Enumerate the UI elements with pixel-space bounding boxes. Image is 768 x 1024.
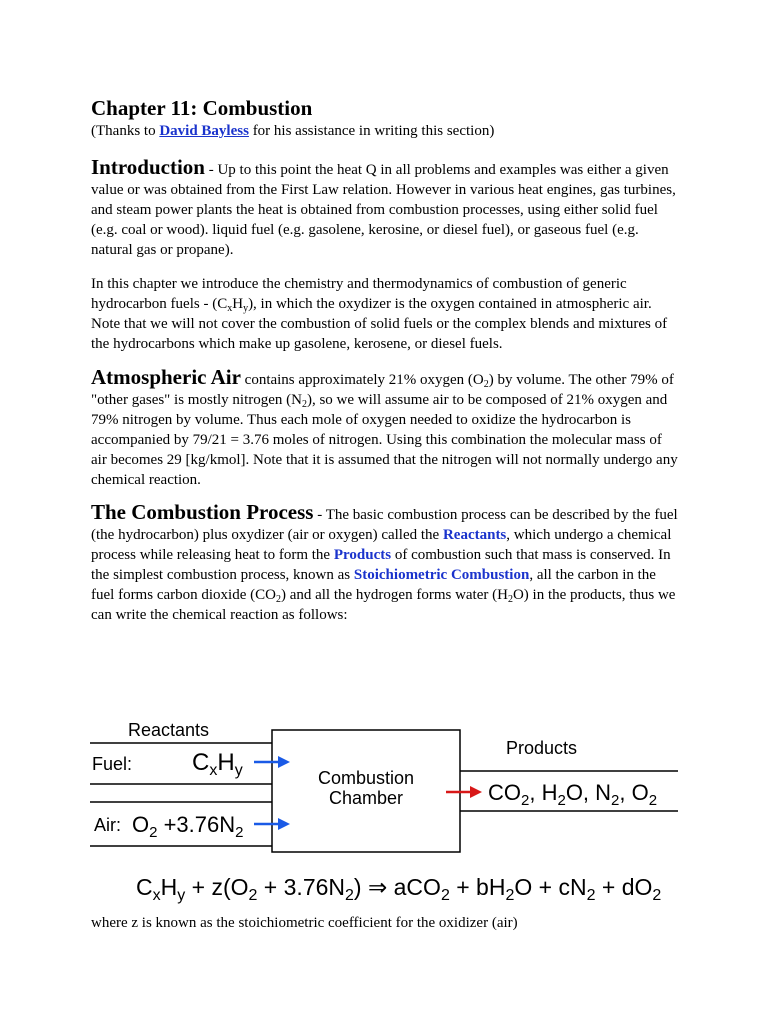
page-title: Chapter 11: Combustion bbox=[91, 96, 313, 120]
document-body bbox=[91, 96, 681, 625]
stoichiometric-term: Stoichiometric Combustion bbox=[353, 567, 530, 583]
chapter-text-1: In this chapter we introduce the chemistry and thermodynamics of combustion of generic hydrocarbon fuels - (C bbox=[91, 276, 627, 312]
chamber-label-2: Chamber bbox=[328, 788, 404, 808]
air-text-3: ), so we will assume air to be composed of 21% oxygen and 79% nitrogen by volume. Thus each mole of oxygen needed to oxidize the hydrocarbon is accompanied by 79/21 = 3.76 moles of nitrogen. Using this combination the molecular mass of air becomes 29 [kg/kmol]. Note that it is assumed that the nitrogen will not normally undergo any chemical reaction. bbox=[91, 392, 678, 488]
chapter-text-2: ), in which the oxydizer is the oxygen contained in atmospheric air. Note that we will not cover the combustion of solid fuels or the complex blends and mixtures of the hydrocarbons which make up gasolene, kerosene, or diesel fuels. bbox=[91, 296, 668, 352]
fuel-formula: $C_xH_y$ bbox=[192, 749, 243, 779]
process-text-5: ) and all the hydrogen forms water (H bbox=[280, 587, 508, 603]
subscript-x: x bbox=[227, 303, 233, 314]
products-term: Products bbox=[333, 547, 392, 563]
intro-text: - Up to this point the heat Q in all problems and examples was either a given value or was obtained from the First Law relation. However in various heat engines, gas turbines, and steam power plants the heat is obtained from combustion processes, using either solid fuel (e.g. coal or wood). liquid fuel (e.g. gasolene, kerosine, or diesel fuel), or gaseous fuel (e.g. natural gas or propane). bbox=[91, 162, 676, 258]
reactants-term: Reactants bbox=[442, 527, 507, 543]
thanks-suffix: for his assistance in writing this section) bbox=[248, 123, 495, 139]
air-heading: Atmospheric Air bbox=[91, 365, 241, 389]
fuel-label: Fuel: bbox=[92, 754, 133, 774]
process-text-3: of combustion such that mass is conserved. In the simplest combustion process, known as bbox=[91, 547, 671, 583]
chamber-label-1: Combustion bbox=[317, 768, 415, 788]
subscript-2: 2 bbox=[301, 399, 307, 410]
subscript-2: 2 bbox=[275, 594, 281, 605]
air-label: Air: bbox=[94, 815, 121, 835]
process-text-4: , all the carbon in the fuel forms carbon dioxide (CO bbox=[91, 567, 656, 603]
air-paragraph bbox=[91, 367, 681, 490]
chapter-paragraph bbox=[91, 274, 681, 354]
acknowledgement bbox=[91, 121, 681, 141]
process-text-2: , which undergo a chemical process while releasing heat to form the bbox=[91, 527, 672, 563]
process-text-1: - The basic combustion process can be described by the fuel (the hydrocarbon) plus oxydizer (air or oxygen) called the bbox=[91, 507, 678, 543]
subscript-2: 2 bbox=[483, 379, 489, 390]
intro-heading: Introduction bbox=[91, 155, 205, 179]
process-text-6: O) in the products, thus we can write the chemical reaction as follows: bbox=[91, 587, 676, 623]
subscript-2: 2 bbox=[507, 594, 513, 605]
intro-paragraph bbox=[91, 157, 681, 260]
equation-caption: where z is known as the stoichiometric coefficient for the oxidizer (air) bbox=[91, 915, 518, 931]
products-label: Products bbox=[506, 738, 578, 758]
combustion-equation: $C_xH_y + z(O_2 + 3.76N_2)$ ⇒ $aCO_2 + bH_2O + cN_2 + dO_2$ bbox=[136, 874, 662, 904]
reactants-label: Reactants bbox=[128, 720, 210, 740]
products-formula: $CO_2$, $H_2O$, $N_2$, $O_2$ bbox=[488, 780, 658, 809]
subscript-y: y bbox=[243, 303, 249, 314]
process-paragraph bbox=[91, 502, 681, 625]
chapter-text-h: H bbox=[232, 296, 244, 312]
thanks-prefix: (Thanks to bbox=[91, 123, 160, 139]
author-link[interactable]: David Bayless bbox=[159, 123, 249, 139]
air-formula: $O_2 +3.76N_2$ bbox=[132, 812, 244, 841]
combustion-diagram bbox=[88, 712, 688, 862]
air-text-2: ) by volume. The other 79% of "other gases" is mostly nitrogen (N bbox=[91, 372, 674, 408]
air-text-1: contains approximately 21% oxygen (O bbox=[240, 372, 484, 388]
process-heading: The Combustion Process bbox=[91, 500, 314, 524]
